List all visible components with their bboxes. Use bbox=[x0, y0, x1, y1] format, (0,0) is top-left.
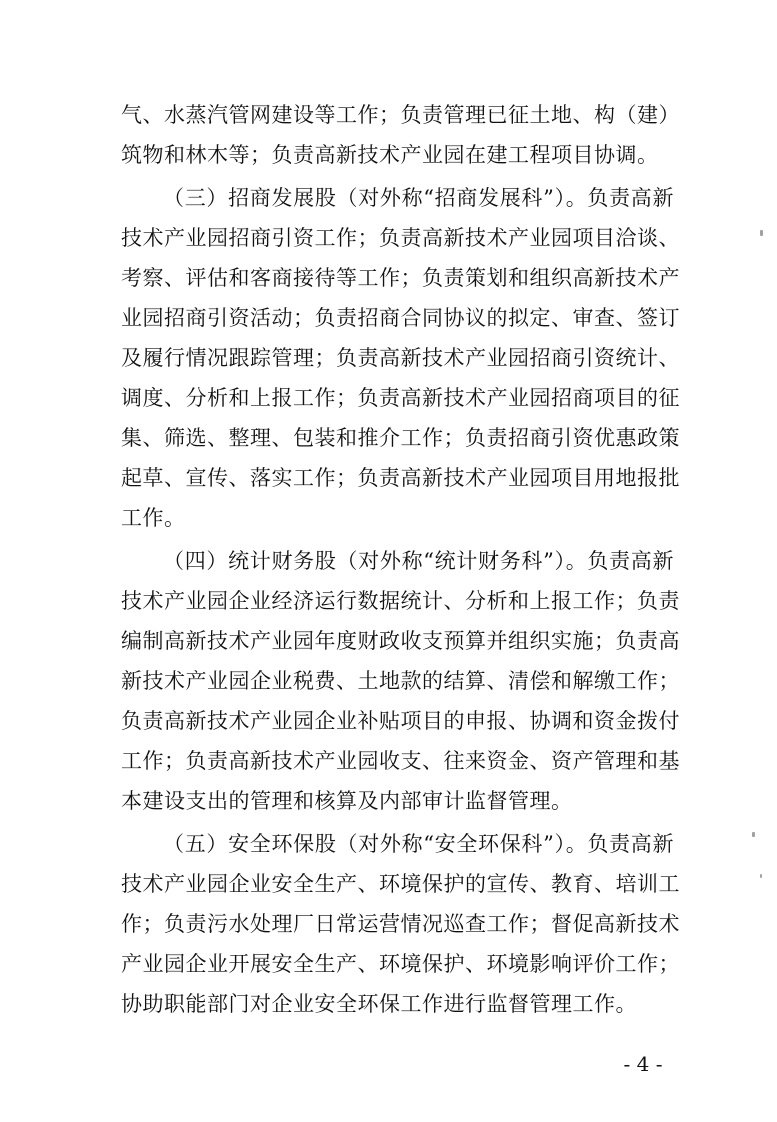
text-line: 作；负责污水处理厂日常运营情况巡查工作；督促高新技术 bbox=[121, 912, 680, 936]
scan-speck bbox=[760, 230, 763, 236]
section-heading-line: （五）安全环保股（对外称“安全环保科”）。负责高新 bbox=[163, 832, 674, 856]
text-line: 工作。 bbox=[121, 506, 186, 530]
text-line: 起草、宣传、落实工作；负责高新技术产业园项目用地报批 bbox=[121, 466, 680, 490]
text-line: 集、筛选、整理、包装和推介工作；负责招商引资优惠政策 bbox=[121, 426, 680, 450]
text-line: 及履行情况跟踪管理；负责高新技术产业园招商引资统计、 bbox=[121, 346, 680, 370]
text-line: 产业园企业开展安全生产、环境保护、环境影响评价工作； bbox=[121, 952, 680, 976]
text-line: 协助职能部门对企业安全环保工作进行监督管理工作。 bbox=[121, 992, 637, 1016]
scan-speck bbox=[760, 874, 762, 878]
text-line: 编制高新技术产业园年度财政收支预算并组织实施；负责高 bbox=[121, 629, 680, 653]
text-line: 本建设支出的管理和核算及内部审计监督管理。 bbox=[121, 789, 573, 813]
text-line: 技术产业园招商引资工作；负责高新技术产业园项目洽谈、 bbox=[121, 226, 680, 250]
text-line: 考察、评估和客商接待等工作；负责策划和组织高新技术产 bbox=[121, 266, 680, 290]
text-line: 负责高新技术产业园企业补贴项目的申报、协调和资金拨付 bbox=[121, 709, 680, 733]
text-line: 业园招商引资活动；负责招商合同协议的拟定、审查、签订 bbox=[121, 306, 680, 330]
text-line: 筑物和林木等；负责高新技术产业园在建工程项目协调。 bbox=[121, 143, 659, 167]
text-line: 工作；负责高新技术产业园收支、往来资金、资产管理和基 bbox=[121, 749, 680, 773]
text-line: 技术产业园企业安全生产、环境保护的宣传、教育、培训工 bbox=[121, 872, 680, 896]
scan-speck bbox=[752, 832, 755, 837]
text-line: 气、水蒸汽管网建设等工作；负责管理已征土地、构（建） bbox=[121, 103, 680, 127]
page-number: - 4 - bbox=[623, 1052, 663, 1076]
text-line: 新技术产业园企业税费、土地款的结算、清偿和解缴工作； bbox=[121, 669, 680, 693]
text-line: 调度、分析和上报工作；负责高新技术产业园招商项目的征 bbox=[121, 386, 680, 410]
text-line: 技术产业园企业经济运行数据统计、分析和上报工作；负责 bbox=[121, 589, 680, 613]
section-heading-line: （四）统计财务股（对外称“统计财务科”）。负责高新 bbox=[163, 549, 674, 573]
section-heading-line: （三）招商发展股（对外称“招商发展科”）。负责高新 bbox=[163, 186, 674, 210]
